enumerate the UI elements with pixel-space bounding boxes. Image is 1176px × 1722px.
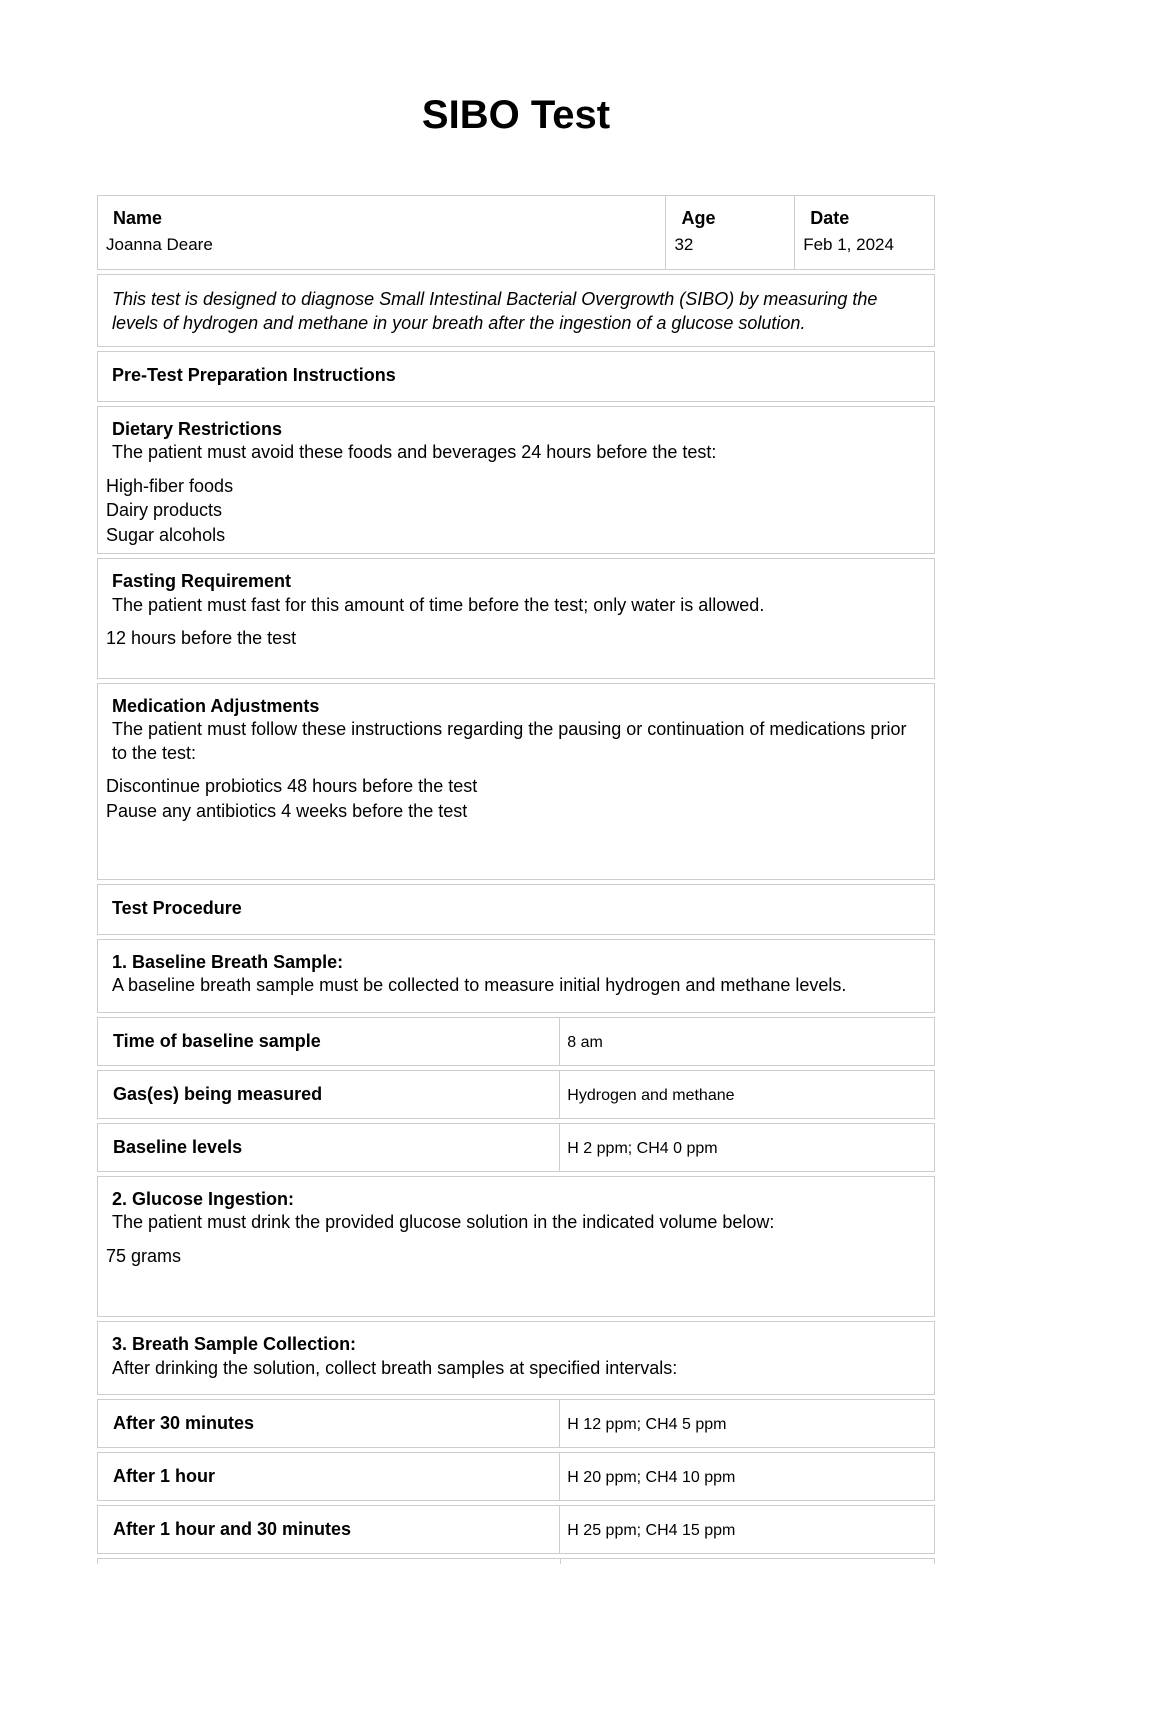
patient-name-cell bbox=[98, 196, 666, 269]
medication-adjustments-section bbox=[97, 683, 935, 881]
fasting-instruction: The patient must fast for this amount of time before the test; only water is allowed. bbox=[112, 594, 765, 615]
medication-title: Medication Adjustments bbox=[112, 695, 320, 716]
fasting-answer: 12 hours before the test bbox=[106, 628, 297, 648]
dietary-item-2: Sugar alcohols bbox=[106, 524, 226, 545]
sample-30min-value: H 12 ppm; CH4 5 ppm bbox=[567, 1416, 727, 1433]
page-title: SIBO Test bbox=[421, 93, 611, 137]
medication-item-1: Pause any antibiotics 4 weeks before the test bbox=[106, 800, 468, 821]
patient-name-value: Joanna Deare bbox=[106, 235, 213, 254]
step3-title: 3. Breath Sample Collection: bbox=[112, 1334, 357, 1354]
sample-90min-value: H 25 ppm; CH4 15 ppm bbox=[567, 1522, 736, 1539]
medication-item-0: Discontinue probiotics 48 hours before the test bbox=[106, 776, 478, 796]
step3-collection-section bbox=[97, 1321, 935, 1395]
patient-age-label: Age bbox=[681, 208, 716, 228]
sample-1hour-value: H 20 ppm; CH4 10 ppm bbox=[567, 1469, 736, 1486]
test-procedure-heading: Test Procedure bbox=[112, 898, 242, 918]
step1-baseline-section bbox=[97, 939, 935, 1013]
sample-90min-row bbox=[97, 1505, 935, 1554]
document-body bbox=[97, 195, 935, 1564]
sample-30min-label: After 30 minutes bbox=[98, 1400, 560, 1447]
baseline-levels-row bbox=[97, 1123, 935, 1172]
sample-1hour-row bbox=[97, 1452, 935, 1501]
fasting-requirement-section bbox=[97, 558, 935, 679]
baseline-levels-value: H 2 ppm; CH4 0 ppm bbox=[567, 1139, 718, 1157]
patient-date-value: Feb 1, 2024 bbox=[803, 235, 894, 254]
sample-90min-label: After 1 hour and 30 minutes bbox=[98, 1506, 560, 1553]
patient-info-table bbox=[97, 195, 935, 270]
patient-age-value: 32 bbox=[674, 235, 694, 254]
medication-items bbox=[106, 774, 924, 823]
dietary-item-1: Dairy products bbox=[106, 500, 223, 520]
medication-instruction: The patient must follow these instructions regarding the pausing or continuation of medications prior to the test: bbox=[112, 719, 907, 763]
gases-measured-label: Gas(es) being measured bbox=[98, 1071, 560, 1118]
dietary-instruction: The patient must avoid these foods and beverages 24 hours before the test: bbox=[112, 442, 717, 462]
test-procedure-heading-block bbox=[97, 884, 935, 935]
dietary-items bbox=[106, 474, 924, 548]
dietary-item-0: High-fiber foods bbox=[106, 475, 234, 496]
patient-name-label: Name bbox=[113, 208, 163, 228]
patient-date-cell bbox=[795, 196, 934, 269]
pre-test-heading-block bbox=[97, 351, 935, 402]
pre-test-heading: Pre-Test Preparation Instructions bbox=[112, 365, 396, 385]
step3-instruction: After drinking the solution, collect breath samples at specified intervals: bbox=[112, 1357, 678, 1378]
cut-off-row-divider bbox=[560, 1559, 561, 1564]
cut-off-row bbox=[97, 1558, 935, 1564]
test-description-block bbox=[97, 274, 935, 347]
dietary-restrictions-section bbox=[97, 406, 935, 555]
gases-measured-row bbox=[97, 1070, 935, 1119]
baseline-time-value: 8 am bbox=[567, 1033, 603, 1051]
baseline-time-row bbox=[97, 1017, 935, 1066]
step1-instruction: A baseline breath sample must be collected to measure initial hydrogen and methane levels. bbox=[112, 975, 847, 995]
test-description-text: This test is designed to diagnose Small Intestinal Bacterial Overgrowth (SIBO) by measuring the levels of hydrogen and methane in your breath after the ingestion of a glucose solution. bbox=[112, 289, 878, 333]
patient-date-label: Date bbox=[810, 208, 850, 228]
step2-instruction: The patient must drink the provided glucose solution in the indicated volume below: bbox=[112, 1212, 775, 1232]
fasting-title: Fasting Requirement bbox=[112, 571, 292, 591]
sample-1hour-label: After 1 hour bbox=[98, 1453, 560, 1500]
step1-title: 1. Baseline Breath Sample: bbox=[112, 951, 344, 972]
patient-age-cell bbox=[666, 196, 795, 269]
step2-answer: 75 grams bbox=[106, 1245, 182, 1266]
dietary-title: Dietary Restrictions bbox=[112, 418, 283, 439]
step2-title: 2. Glucose Ingestion: bbox=[112, 1188, 295, 1209]
baseline-time-label: Time of baseline sample bbox=[98, 1018, 560, 1065]
step2-glucose-section bbox=[97, 1176, 935, 1318]
baseline-levels-label: Baseline levels bbox=[98, 1124, 560, 1171]
gases-measured-value: Hydrogen and methane bbox=[567, 1086, 735, 1104]
sample-30min-row bbox=[97, 1399, 935, 1448]
